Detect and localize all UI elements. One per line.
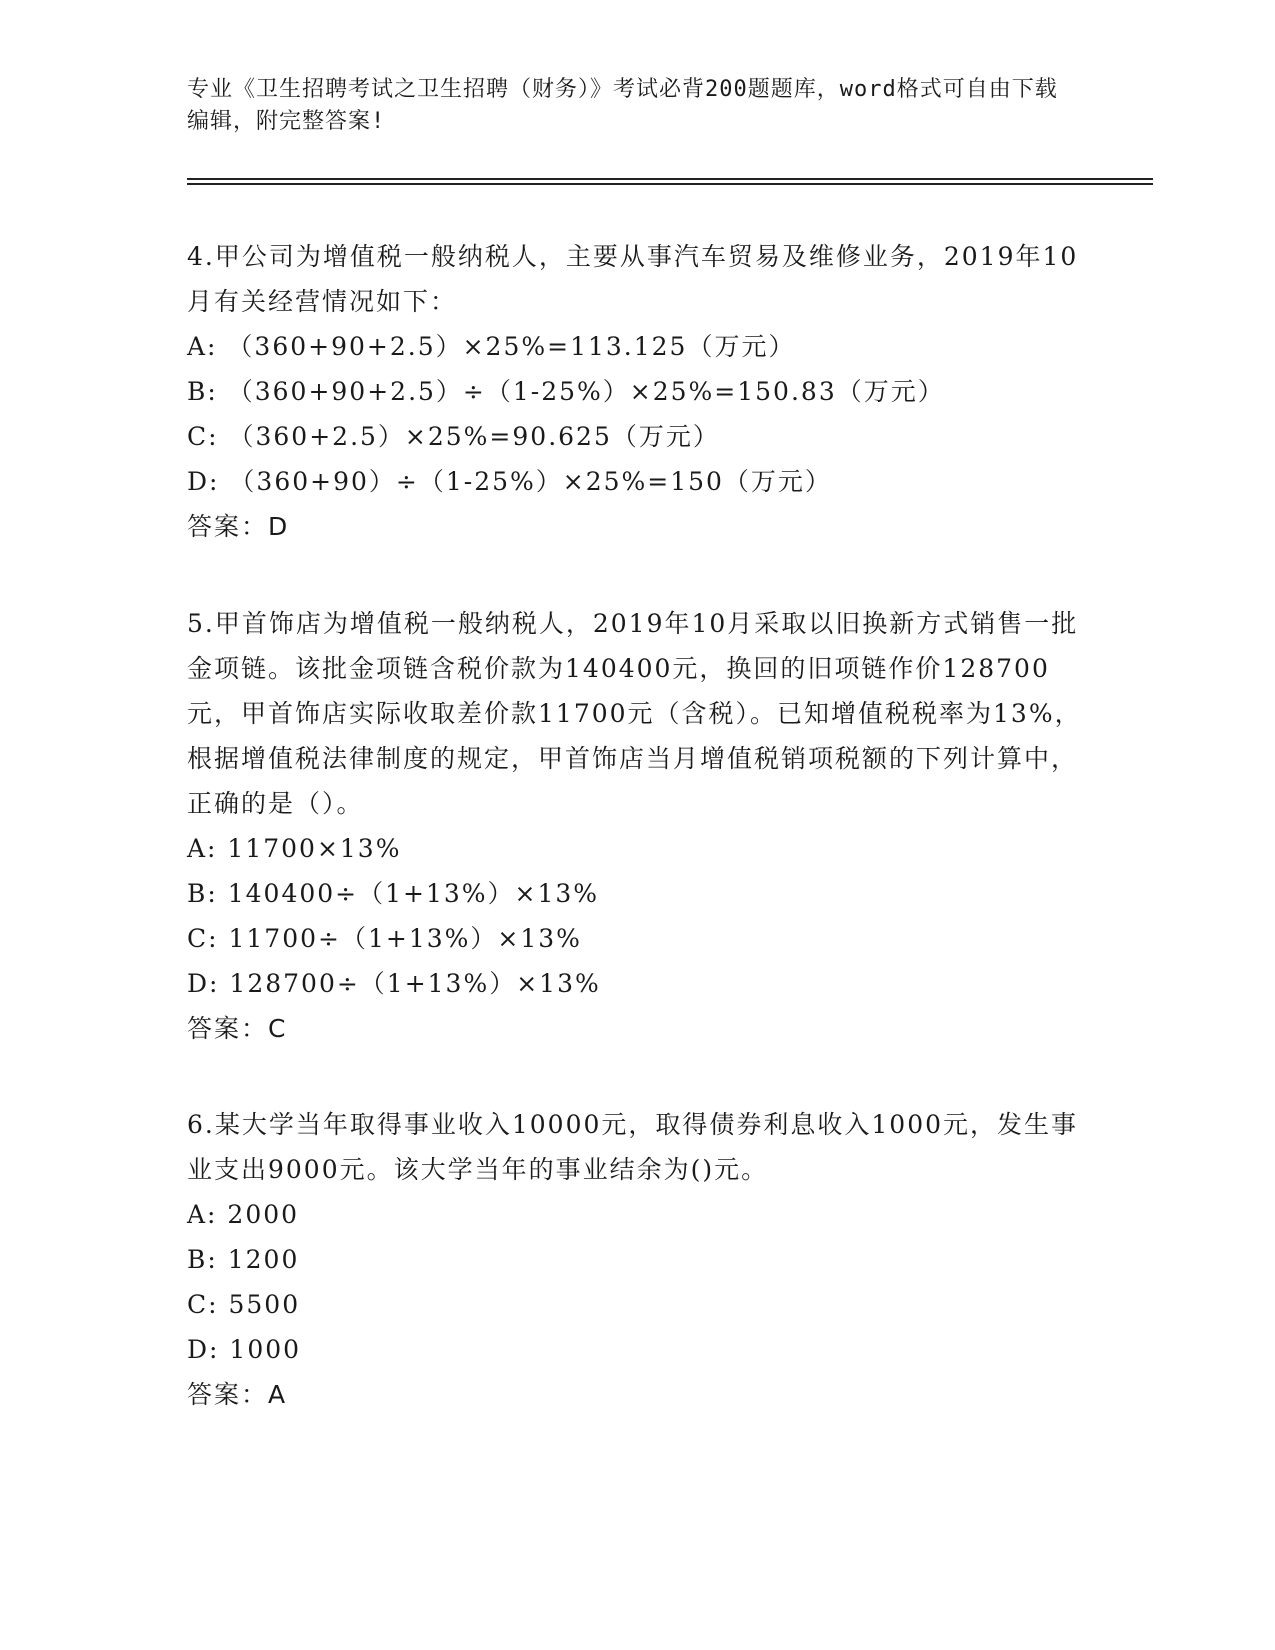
document-header: 专业《卫生招聘考试之卫生招聘（财务）》考试必背200题题库，word格式可自由下载编辑，附完整答案! bbox=[187, 77, 1058, 134]
option-b: B: （360+90+2.5）÷（1-25%）×25%=150.83（万元） bbox=[187, 377, 945, 406]
option-c: C: 11700÷（1+13%）×13% bbox=[187, 924, 582, 953]
option-d: D: 128700÷（1+13%）×13% bbox=[187, 969, 601, 998]
question-stem: 6.某大学当年取得事业收入10000元，取得债券利息收入1000元，发生事业支出9000元。该大学当年的事业结余为()元。 bbox=[187, 1110, 1079, 1184]
header-divider-top bbox=[187, 178, 1153, 180]
option-d: D: 1000 bbox=[187, 1335, 302, 1364]
answer-text: 答案：A bbox=[187, 1380, 288, 1409]
option-d: D: （360+90）÷（1-25%）×25%=150（万元） bbox=[187, 467, 832, 496]
question-stem: 4.甲公司为增值税一般纳税人，主要从事汽车贸易及维修业务，2019年10月有关经营情况如下： bbox=[187, 242, 1079, 316]
question-stem: 5.甲首饰店为增值税一般纳税人，2019年10月采取以旧换新方式销售一批金项链。该批金项链含税价款为140400元，换回的旧项链作价128700元，甲首饰店实际收取差价款11700元（含税）。已知增值税税率为13%，根据增值税法律制度的规定，甲首饰店当月增值税销项税额的下列计算中，正确的是（）。 bbox=[187, 609, 1082, 818]
option-a: A: 11700×13% bbox=[187, 834, 402, 863]
option-b: B: 140400÷（1+13%）×13% bbox=[187, 879, 600, 908]
question-4 bbox=[187, 234, 1087, 549]
answer-text: 答案：D bbox=[187, 512, 290, 541]
option-a: A: （360+90+2.5）×25%=113.125（万元） bbox=[187, 332, 796, 361]
option-c: C: 5500 bbox=[187, 1290, 301, 1319]
question-6 bbox=[187, 1102, 1087, 1417]
header-divider-bottom bbox=[187, 183, 1153, 185]
option-b: B: 1200 bbox=[187, 1245, 300, 1274]
option-c: C: （360+2.5）×25%=90.625（万元） bbox=[187, 422, 720, 451]
option-a: A: 2000 bbox=[187, 1200, 300, 1229]
answer-text: 答案：C bbox=[187, 1014, 288, 1043]
question-5 bbox=[187, 601, 1087, 1051]
